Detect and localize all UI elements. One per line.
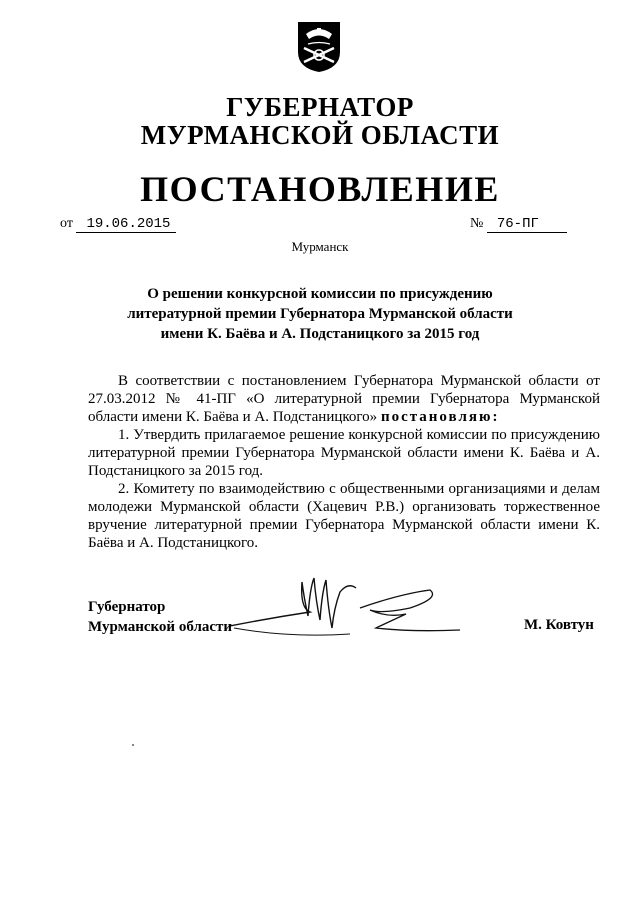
subject-line-1: О решении конкурсной комиссии по присуждению (147, 286, 493, 302)
document-type-title: ПОСТАНОВЛЕНИЕ (140, 169, 500, 209)
handwritten-signature (230, 568, 470, 648)
decree-word: постановляю: (380, 409, 500, 425)
date-value: 19.06.2015 (76, 217, 176, 233)
clause-2: 2. Комитету по взаимодействию с общественными организациями и делам молодежи Мурманской области (Хацевич Р.В.) организовать торжественное вручение литературной премии Губернатора Мурманской области имени К. Баёва и А. Подстаницкого. (88, 481, 600, 551)
preamble-text: В соответствии с постановлением Губернатора Мурманской области от 27.03.2012 № 41-ПГ «О литературной премии Губернатора Мурманской области имени К. Баёва и А. Подстаницкого» (88, 373, 600, 425)
preamble-paragraph (88, 372, 600, 426)
number-prefix: № (470, 216, 484, 231)
coat-of-arms-emblem (296, 18, 342, 74)
subject-line-2: литературной премии Губернатора Мурманской области (127, 306, 513, 322)
signatory-title-line2: Мурманской области (88, 619, 233, 635)
clause-1: 1. Утвердить прилагаемое решение конкурсной комиссии по присуждению литературной премии Губернатора Мурманской области имени К. Баёва и А. Подстаницкого за 2015 год. (88, 427, 600, 479)
authority-title-line2: МУРМАНСКОЙ ОБЛАСТИ (140, 120, 500, 150)
issuing-city: Мурманск (291, 239, 349, 254)
document-subject (100, 284, 540, 344)
signatory-title-line1: Губернатор (88, 599, 166, 615)
subject-line-3: имени К. Баёва и А. Подстаницкого за 2015 год (160, 326, 480, 342)
scan-speck (132, 744, 134, 746)
document-number (470, 216, 567, 233)
date-prefix: от (60, 216, 73, 231)
signatory-title (88, 597, 232, 637)
authority-title-line1: ГУБЕРНАТОР (226, 92, 414, 122)
document-body (88, 372, 600, 552)
document-date (60, 216, 176, 233)
number-value: 76-ПГ (487, 217, 567, 233)
signatory-name: М. Ковтун (524, 617, 594, 633)
